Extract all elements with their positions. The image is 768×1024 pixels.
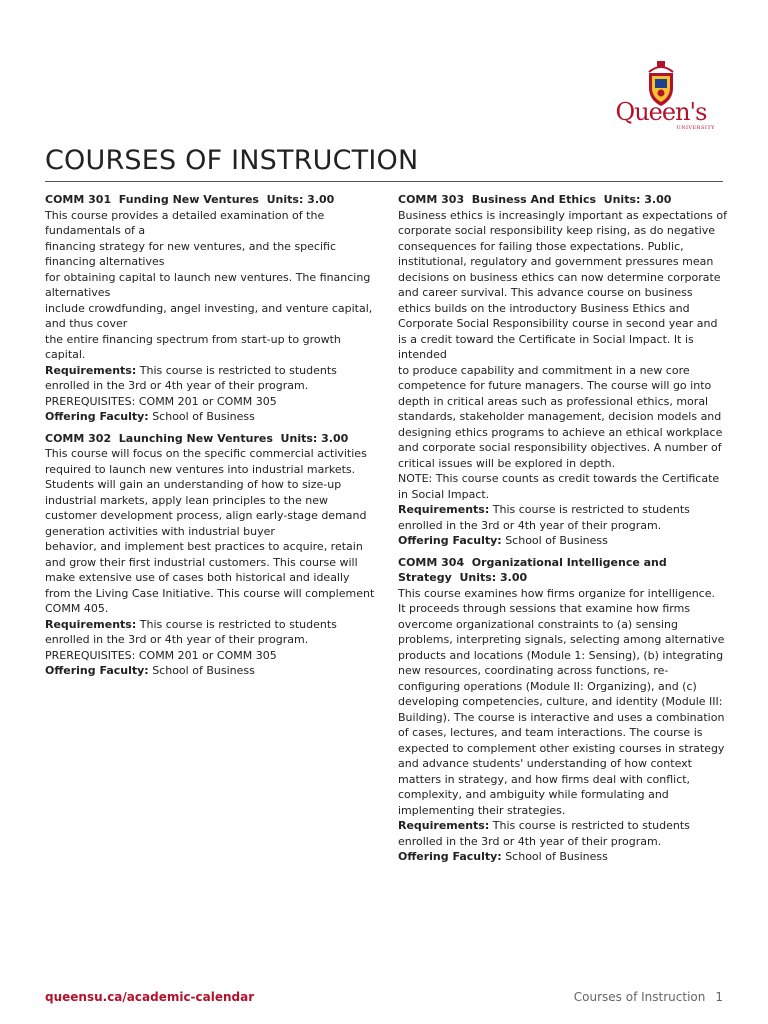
footer-section-name: Courses of Instruction (573, 990, 706, 1004)
requirements-label: Requirements: (398, 503, 490, 516)
course-heading: COMM 303 Business And Ethics Units: 3.00 (398, 193, 672, 206)
queens-university-logo (609, 58, 713, 134)
course-faculty (398, 533, 728, 549)
requirements-label: Requirements: (45, 617, 137, 631)
course-comm-303 (398, 192, 728, 549)
requirements-text: This course is restricted to students enrolled in the 3rd or 4th year of their program. (398, 503, 690, 532)
course-description: This course examines how firms organize for intelligence. It proceeds through sessions that examine how firms overcome organizational constraints to (a) sensing problems, interpreting signals, selecting among alternative products and locations (Module 1: Sensing), (b) integrating new resources, coordinating across functions, re-configuring operations (Module II: Organizing), and (c) developing competencies, culture, and identity (Module III: Building). The course is interactive and uses a combination of cases, lectures, and team interactions. The course is expected to complement other existing courses in strategy and advance students' understanding of how context matters in strategy, and how firms deal with conflict, complexity, and ambiguity while formulating and implementing their strategies. (398, 586, 725, 817)
course-heading: COMM 304 Organizational Intelligence and Strategy Units: 3.00 (398, 555, 667, 584)
right-column (398, 192, 728, 871)
left-column (45, 192, 375, 685)
course-requirements (45, 363, 375, 410)
course-description: This course will focus on the specific commercial activities required to launch new ventures into industrial markets. Students will gain an understanding of how to size-up industrial markets, apply lean principles to the new customer development process, align early-stage demand generation activities with industrial buyer behavior, and implement best practices to acquire, retain and grow their first industrial customers. This course will make extensive use of cases both historical and ideally from the Living Case Initiative. This course will complement COMM 405. (45, 447, 375, 615)
faculty-text: School of Business (148, 410, 255, 423)
requirements-label: Requirements: (398, 819, 490, 832)
course-requirements (398, 818, 728, 849)
logo-wordmark: Queen's (615, 98, 707, 126)
title-divider (45, 181, 723, 182)
academic-calendar-link[interactable]: queensu.ca/academic-calendar (45, 990, 255, 1004)
requirements-text: This course is restricted to students enrolled in the 3rd or 4th year of their program. PREREQUISITES: COMM 201 or COMM 305 (45, 363, 337, 408)
faculty-label: Offering Faculty: (398, 534, 502, 547)
requirements-label: Requirements: (45, 363, 137, 377)
requirements-text: This course is restricted to students enrolled in the 3rd or 4th year of their program. (398, 819, 690, 848)
page-number: 1 (715, 990, 723, 1004)
course-requirements (45, 617, 375, 664)
logo-subtext: UNIVERSITY (676, 125, 715, 131)
faculty-text: School of Business (501, 850, 608, 863)
faculty-label: Offering Faculty: (45, 664, 149, 677)
course-comm-304 (398, 555, 728, 865)
page-title: COURSES OF INSTRUCTION (45, 145, 419, 176)
course-faculty (398, 849, 728, 865)
course-comm-301 (45, 192, 375, 425)
course-faculty (45, 663, 375, 679)
footer-page-info (574, 990, 723, 1004)
course-heading: COMM 302 Launching New Ventures Units: 3.00 (45, 431, 349, 445)
course-description: This course provides a detailed examination of the fundamentals of a financing strategy for new ventures, and the specific financing alternatives for obtaining capital to launch new ventures. The financing alternatives include crowdfunding, angel investing, and venture capital, and thus cover the entire financing spectrum from start-up to growth capital. (45, 208, 373, 361)
course-description: Business ethics is increasingly important as expectations of corporate social responsibility keep rising, as do negative consequences for failing those expectations. Public, institutional, regulatory and government pressures mean decisions on business ethics can now determine corporate and career survival. This advance course on business ethics builds on the introductory Business Ethics and Corporate Social Responsibility course in second year and is a credit toward the Certificate in Social Impact. It is intended to produce capability and commitment in a new core competence for future managers. The course will go into depth in critical areas such as professional ethics, moral standards, stakeholder management, decision models and designing ethics programs to achieve an ethical workplace and corporate social responsibility objectives. A number of critical issues will be explored in depth. NOTE: This course counts as credit towards the Certificate in Social Impact. (398, 208, 727, 501)
course-comm-302 (45, 431, 375, 679)
course-heading: COMM 301 Funding New Ventures Units: 3.00 (45, 193, 335, 206)
faculty-label: Offering Faculty: (398, 850, 502, 863)
faculty-label: Offering Faculty: (45, 410, 149, 423)
faculty-text: School of Business (501, 534, 608, 547)
faculty-text: School of Business (148, 664, 255, 677)
course-faculty (45, 409, 375, 425)
course-requirements (398, 502, 728, 533)
requirements-text: This course is restricted to students enrolled in the 3rd or 4th year of their program. PREREQUISITES: COMM 201 or COMM 305 (45, 617, 337, 662)
